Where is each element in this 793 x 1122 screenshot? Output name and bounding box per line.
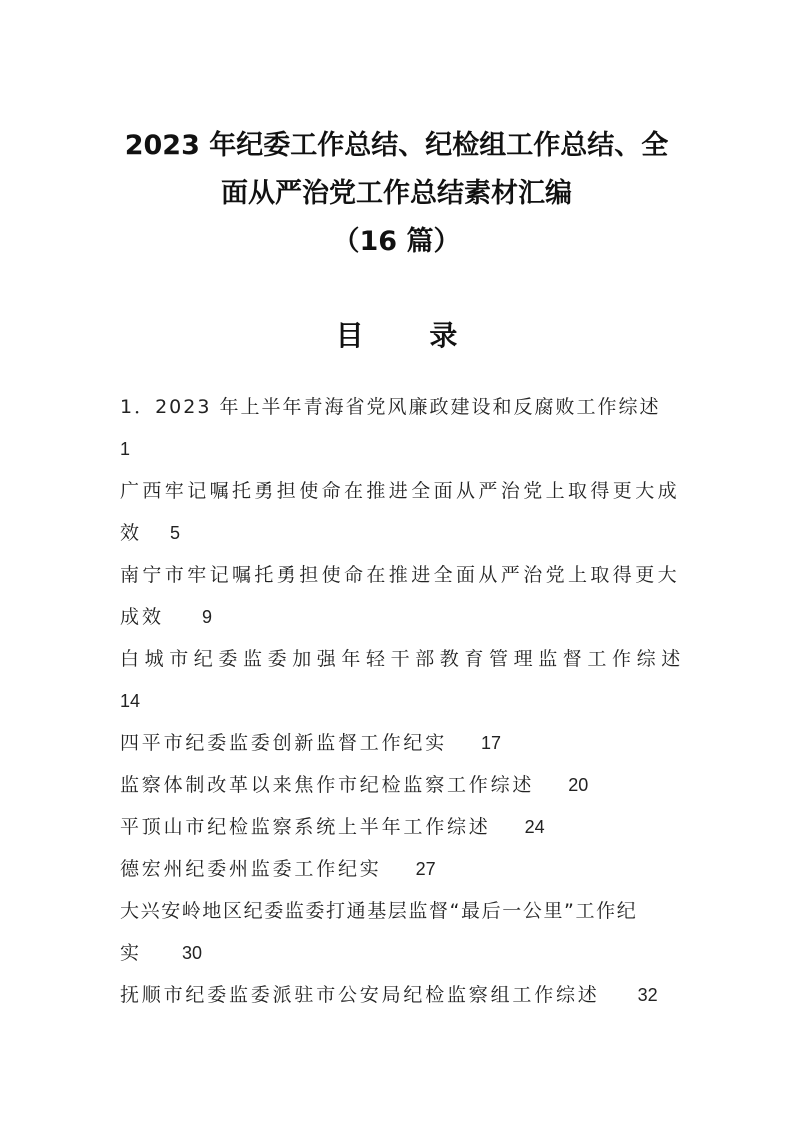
document-title-line-1: 2023 年纪委工作总结、纪检组工作总结、全 [124, 130, 669, 161]
toc-entry-2[interactable] [120, 470, 681, 512]
toc-page-number: 17 [481, 733, 502, 753]
toc-entry-4[interactable] [120, 638, 686, 680]
toc-entry-title-cont: 实 [120, 942, 141, 964]
toc-entry-4-page[interactable] [120, 680, 676, 722]
toc-entry-title-cont: 效 [120, 522, 141, 544]
toc-page-number: 24 [524, 817, 545, 837]
toc-entry-3[interactable] [120, 554, 681, 596]
toc-entry-1[interactable] [120, 386, 676, 428]
toc-page-number: 20 [568, 775, 589, 795]
toc-entry-title: 大兴安岭地区纪委监委打通基层监督“最后一公里”工作纪 [120, 900, 638, 922]
toc-page-number: 27 [415, 859, 436, 879]
toc-entry-title: 1．2023 年上半年青海省党风廉政建设和反腐败工作综述 [120, 396, 661, 418]
document-title-line-2: 面从严治党工作总结素材汇编 [221, 178, 572, 209]
toc-entry-title: 抚顺市纪委监委派驻市公安局纪检监察组工作综述 [120, 984, 600, 1006]
toc-entry-title: 平顶山市纪检监察系统上半年工作综述 [120, 816, 491, 838]
toc-entry-6[interactable] [120, 764, 676, 806]
toc-entry-9-cont[interactable] [120, 932, 676, 974]
toc-page-number: 14 [120, 691, 141, 711]
toc-entry-3-cont[interactable] [120, 596, 676, 638]
toc-page-number: 9 [202, 607, 213, 627]
toc-entry-title-cont: 成效 [120, 606, 165, 628]
toc-page-number: 1 [120, 439, 131, 459]
toc-entry-5[interactable] [120, 722, 676, 764]
toc-entry-2-cont[interactable] [120, 512, 676, 554]
toc-entry-title: 白城市纪委监委加强年轻干部教育管理监督工作综述 [120, 648, 686, 670]
toc-page-number: 32 [637, 985, 658, 1005]
toc-entry-8[interactable] [120, 848, 676, 890]
toc-entry-9[interactable] [120, 890, 676, 932]
toc-entry-title: 德宏州纪委州监委工作纪实 [120, 858, 382, 880]
toc-entry-title: 监察体制改革以来焦作市纪检监察工作综述 [120, 774, 535, 796]
toc-heading: 目 录 [335, 319, 486, 352]
article-count: （16 篇） [332, 226, 461, 257]
toc-entry-title: 南宁市牢记嘱托勇担使命在推进全面从严治党上取得更大 [120, 564, 681, 586]
toc-page-number: 5 [170, 523, 181, 543]
toc-entry-title: 四平市纪委监委创新监督工作纪实 [120, 732, 448, 754]
toc-entry-1-page[interactable] [120, 428, 676, 470]
toc-entry-7[interactable] [120, 806, 676, 848]
toc-entry-title: 广西牢记嘱托勇担使命在推进全面从严治党上取得更大成 [120, 480, 681, 502]
toc-page-number: 30 [182, 943, 203, 963]
toc-entry-10[interactable] [120, 974, 676, 1016]
